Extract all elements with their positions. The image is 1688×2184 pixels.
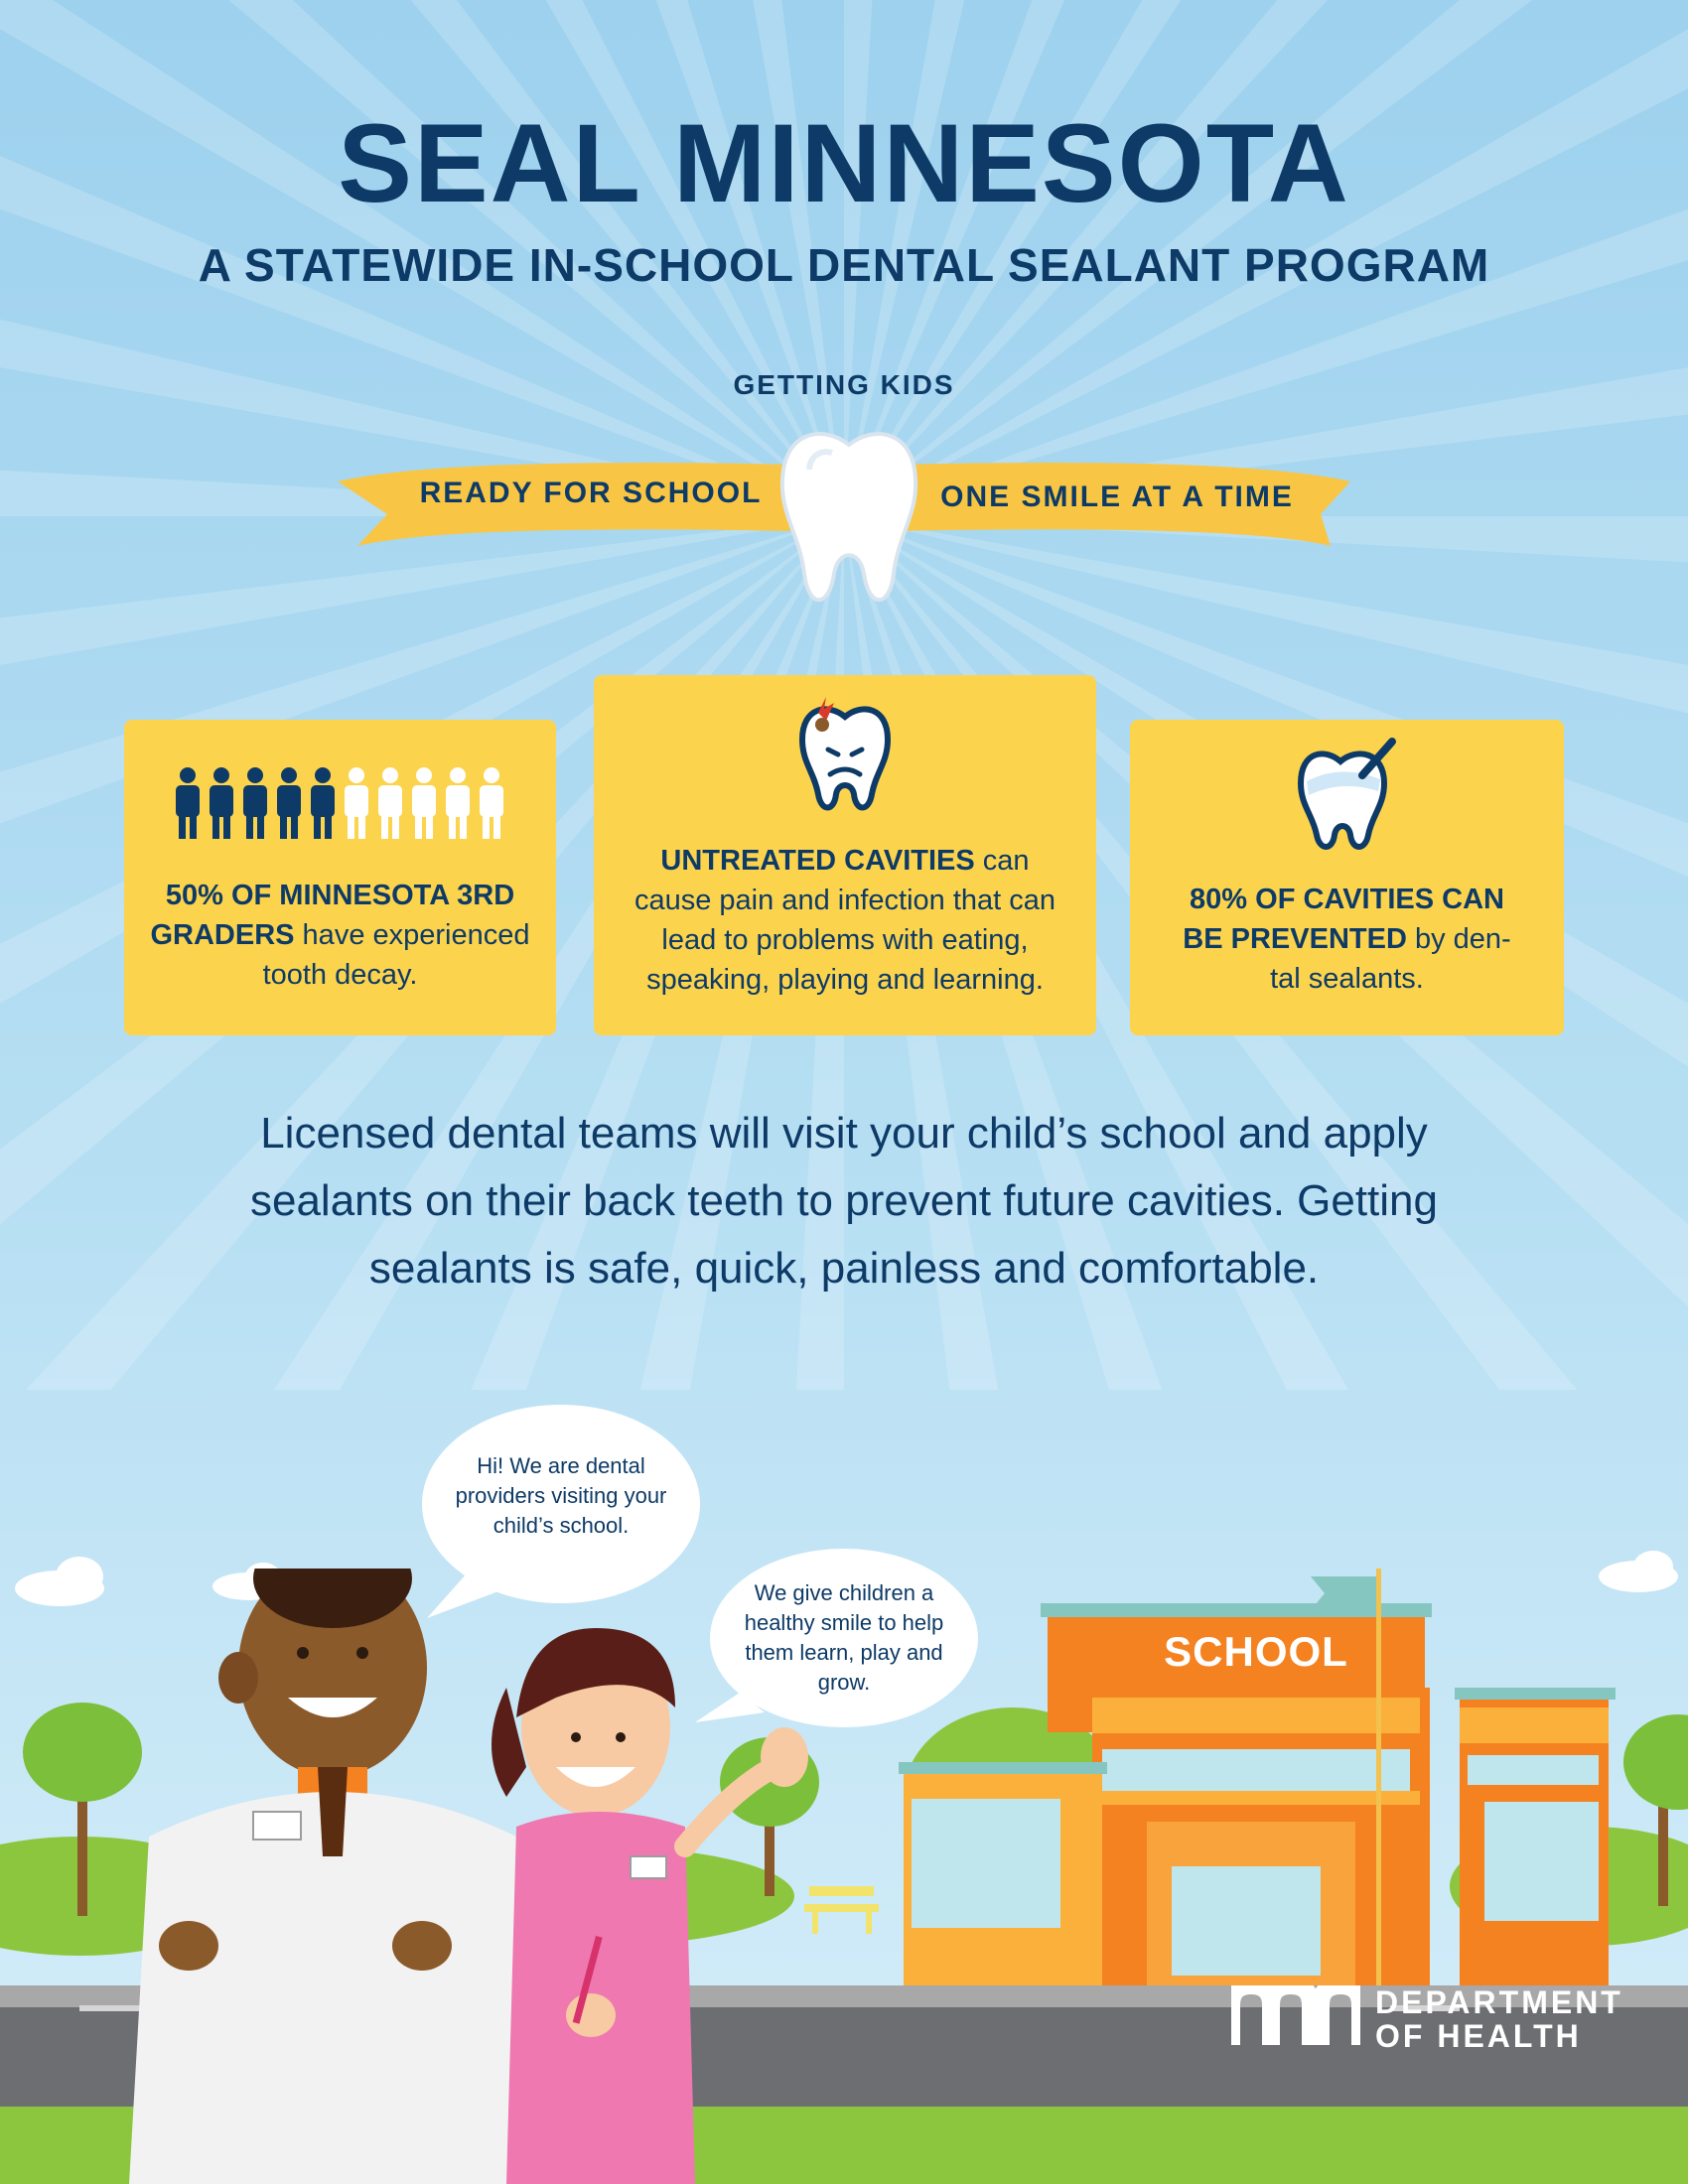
stat-card-text	[622, 841, 1068, 1000]
tooth-icon	[774, 425, 923, 614]
speech-bubble-left: Hi! We are dental providers visiting your child’s school.	[455, 1453, 667, 1538]
stat-card-text	[144, 876, 536, 995]
ribbon-left-text: READY FOR SCHOOL	[419, 477, 763, 509]
cavity-tooth-icon	[790, 695, 900, 814]
stat-card-bold: UNTREATED CAVITIES	[660, 845, 975, 877]
person-icon	[210, 767, 233, 839]
stat-card-text	[1170, 880, 1524, 999]
speech-bubble-right: We give children a healthy smile to help them learn, play and grow.	[744, 1580, 944, 1695]
sealant-tooth-icon	[1293, 736, 1402, 855]
school-sign: SCHOOL	[1164, 1628, 1348, 1675]
person-icon	[412, 767, 436, 839]
stat-card-untreated-cavities	[594, 675, 1096, 1035]
person-icon	[277, 767, 301, 839]
stat-card-rest: have experienced tooth decay.	[262, 919, 530, 991]
stat-card-bold: 80% OF CAVITIES CAN BE PREVENTED	[1183, 884, 1504, 955]
banner-top-text: GETTING KIDS	[733, 369, 955, 400]
stat-card-bold: 50% OF MINNESOTA 3RD GRADERS	[150, 880, 515, 951]
stat-card-sealants	[1130, 720, 1564, 1035]
stat-card-tooth-decay	[124, 720, 556, 1035]
stat-card-rest: by den-tal sealants.	[1270, 923, 1511, 995]
department-of-health	[1375, 1985, 1623, 2053]
person-icon	[243, 767, 267, 839]
person-icon	[446, 767, 470, 839]
dept-line-2: OF HEALTH	[1375, 2018, 1582, 2054]
program-description: Licensed dental teams will visit your child’s school and apply sealants on their back teeth to prevent future cavities. Getting sealants is safe, quick, painless and comfortable.	[249, 1109, 1438, 1293]
dentist-illustration	[129, 1569, 536, 2184]
people-icon	[162, 765, 519, 845]
person-icon	[311, 767, 335, 839]
dept-line-1: DEPARTMENT	[1375, 1984, 1623, 2020]
person-icon	[176, 767, 200, 839]
person-icon	[378, 767, 402, 839]
stat-card-rest: can cause pain and infection that can lead to problems with eating, speaking, playing and learning.	[633, 845, 1056, 996]
ribbon-right-text: ONE SMILE AT A TIME	[940, 480, 1294, 513]
page-subtitle: A STATEWIDE IN-SCHOOL DENTAL SEALANT PROGRAM	[198, 239, 1490, 291]
page-title: SEAL MINNESOTA	[338, 101, 1350, 225]
mn-logo-icon	[1231, 1985, 1360, 2050]
person-icon	[345, 767, 368, 839]
person-icon	[480, 767, 503, 839]
